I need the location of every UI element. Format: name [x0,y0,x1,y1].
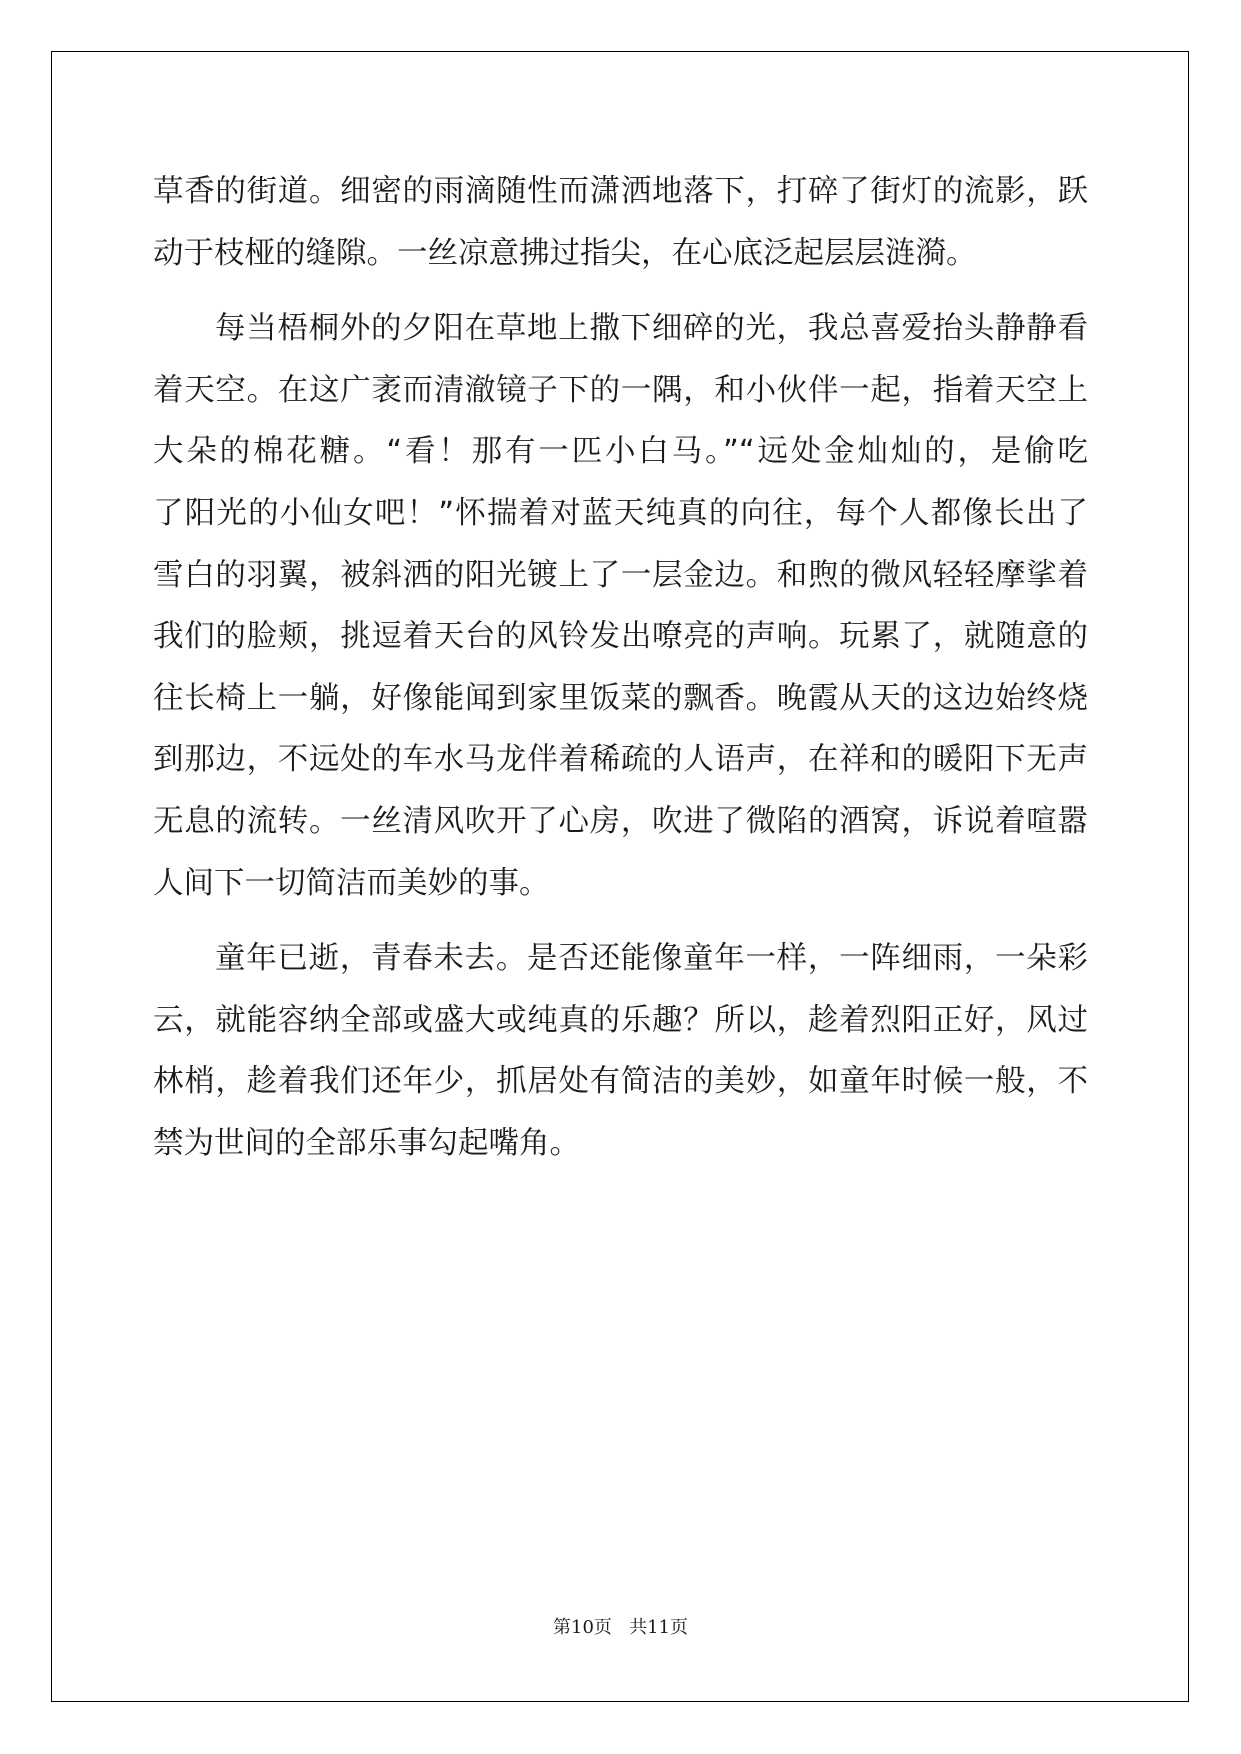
page-footer [0,1613,1241,1639]
footer-prefix: 第 [553,1617,571,1638]
text-line: 动于枝桠的缝隙。一丝凉意拂过指尖，在心底泛起层层涟漪。 [153,235,977,271]
text-line: 人间下一切简洁而美妙的事。 [153,865,550,901]
text-line: 禁为世间的全部乐事勾起嘴角。 [153,1125,580,1161]
text-line: 到那边，不远处的车水马龙伴着稀疏的人语声，在祥和的暖阳下无声 [153,742,1088,778]
text-line: 大朵的棉花糖。“看！那有一匹小白马。”“远处金灿灿的，是偷吃 [153,434,1088,470]
text-line: 草香的街道。细密的雨滴随性而潇洒地落下，打碎了街灯的流影，跃 [153,174,1088,209]
document-body [153,161,1088,1175]
text-line: 云，就能容纳全部或盛大或纯真的乐趣？所以，趁着烈阳正好，风过 [153,1002,1088,1038]
text-line: 雪白的羽翼，被斜洒的阳光镀上了一层金边。和煦的微风轻轻摩挲着 [153,557,1088,593]
text-line: 了阳光的小仙女吧！”怀揣着对蓝天纯真的向往，每个人都像长出了 [153,495,1088,531]
text-line: 我们的脸颊，挑逗着天台的风铃发出嘹亮的声响。玩累了，就随意的 [153,619,1088,655]
text-line: 童年已逝，青春未去。是否还能像童年一样，一阵细雨，一朵彩 [215,941,1088,977]
total-page-count: 11 [647,1617,670,1638]
footer-page-suffix: 页 [593,1617,612,1638]
footer-total-prefix: 共 [629,1617,648,1638]
text-line: 林梢，趁着我们还年少，抓居处有简洁的美妙，如童年时候一般，不 [153,1064,1088,1100]
footer-total-suffix: 页 [669,1617,688,1638]
text-line: 往长椅上一躺，好像能闻到家里饭菜的飘香。晚霞从天的这边始终烧 [153,680,1088,716]
text-line: 着天空。在这广袤而清澈镜子下的一隅，和小伙伴一起，指着天空上 [153,372,1088,408]
text-line: 无息的流转。一丝清风吹开了心房，吹进了微陷的酒窝，诉说着喧嚣 [153,803,1088,839]
text-line: 每当梧桐外的夕阳在草地上撒下细碎的光，我总喜爱抬头静静看 [215,311,1088,347]
current-page-number: 10 [571,1617,594,1638]
